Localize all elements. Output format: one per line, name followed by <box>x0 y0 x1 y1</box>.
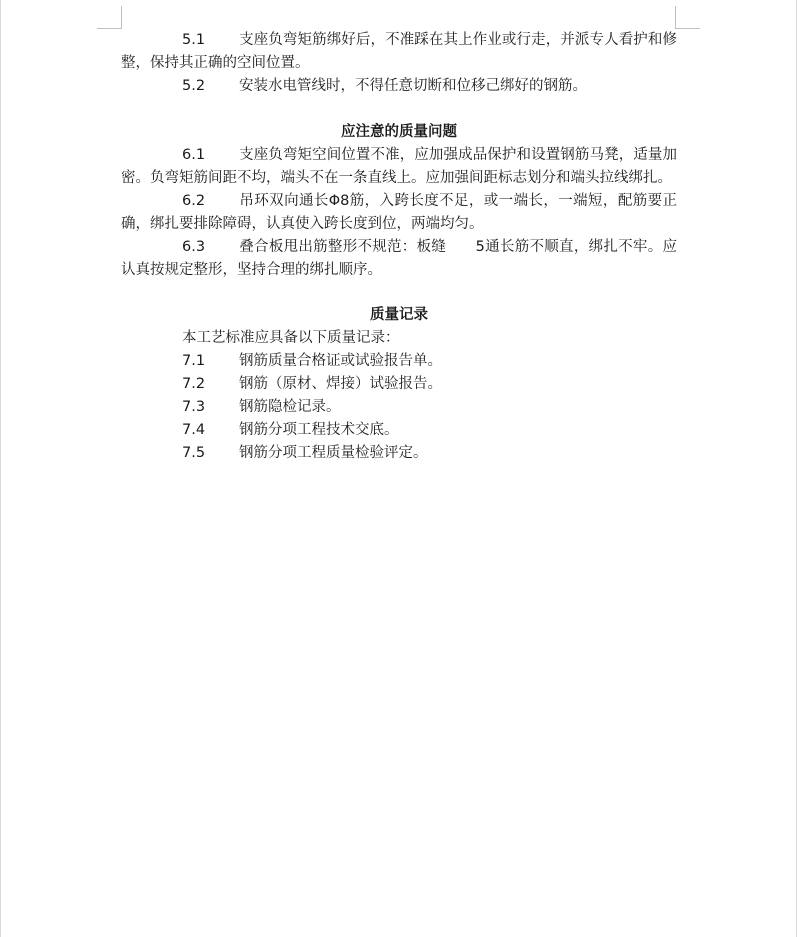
paragraph-5-2 <box>121 75 677 98</box>
records-intro: 本工艺标准应具备以下质量记录： <box>182 330 400 346</box>
clause-number: 6.3 <box>182 239 206 255</box>
clause-number: 7.5 <box>182 445 206 461</box>
clause-number: 7.3 <box>182 399 206 415</box>
paragraph-6-2 <box>121 190 677 236</box>
clause-number: 5.1 <box>182 32 206 48</box>
record-item-7-3 <box>121 396 677 419</box>
paragraph-5-1 <box>121 29 677 75</box>
record-item-7-1 <box>121 350 677 373</box>
clause-text: 吊环双向通长Φ8筋，入跨长度不足，或一端长，一端短，配筋要正确，绑扎要排除障碍，认真使入跨长度到位，两端均匀。 <box>121 193 677 232</box>
paragraph-6-3 <box>121 236 677 282</box>
clause-text: 叠合板甩出筋整形不规范：板缝 5通长筋不顺直，绑扎不牢。应认真按规定整形，坚持合理的绑扎顺序。 <box>121 239 677 278</box>
clause-text: 钢筋隐检记录。 <box>239 399 341 415</box>
margin-corner-mark-left <box>97 6 122 29</box>
record-item-7-5 <box>121 442 677 465</box>
section-heading-quality-records: 质量记录 <box>370 307 428 323</box>
clause-text: 支座负弯矩筋绑好后，不准踩在其上作业或行走，并派专人看护和修整，保持其正确的空间位置。 <box>121 32 677 71</box>
clause-number: 7.2 <box>182 376 206 392</box>
blank-line <box>121 282 677 304</box>
clause-number: 7.4 <box>182 422 206 438</box>
clause-text: 钢筋分项工程质量检验评定。 <box>239 445 428 461</box>
paragraph-6-1 <box>121 144 677 190</box>
clause-text: 钢筋（原材、焊接）试验报告。 <box>239 376 442 392</box>
document-body[interactable] <box>121 29 677 465</box>
clause-number: 6.1 <box>182 147 206 163</box>
margin-corner-mark-right <box>675 6 700 29</box>
clause-text: 钢筋质量合格证或试验报告单。 <box>239 353 442 369</box>
clause-text: 安装水电管线时，不得任意切断和位移己绑好的钢筋。 <box>239 78 587 94</box>
clause-number: 6.2 <box>182 193 206 209</box>
page-left-edge <box>0 0 1 937</box>
section-heading-quality-issues: 应注意的质量问题 <box>341 124 457 140</box>
clause-text: 钢筋分项工程技术交底。 <box>239 422 399 438</box>
blank-line <box>121 98 677 121</box>
clause-number: 5.2 <box>182 78 206 94</box>
record-item-7-2 <box>121 373 677 396</box>
clause-text: 支座负弯矩空间位置不准，应加强成品保护和设置钢筋马凳，适量加密。负弯矩筋间距不均，端头不在一条直线上。应加强间距标志划分和端头拉线绑扎。 <box>121 147 677 186</box>
clause-number: 7.1 <box>182 353 206 369</box>
record-item-7-4 <box>121 419 677 442</box>
